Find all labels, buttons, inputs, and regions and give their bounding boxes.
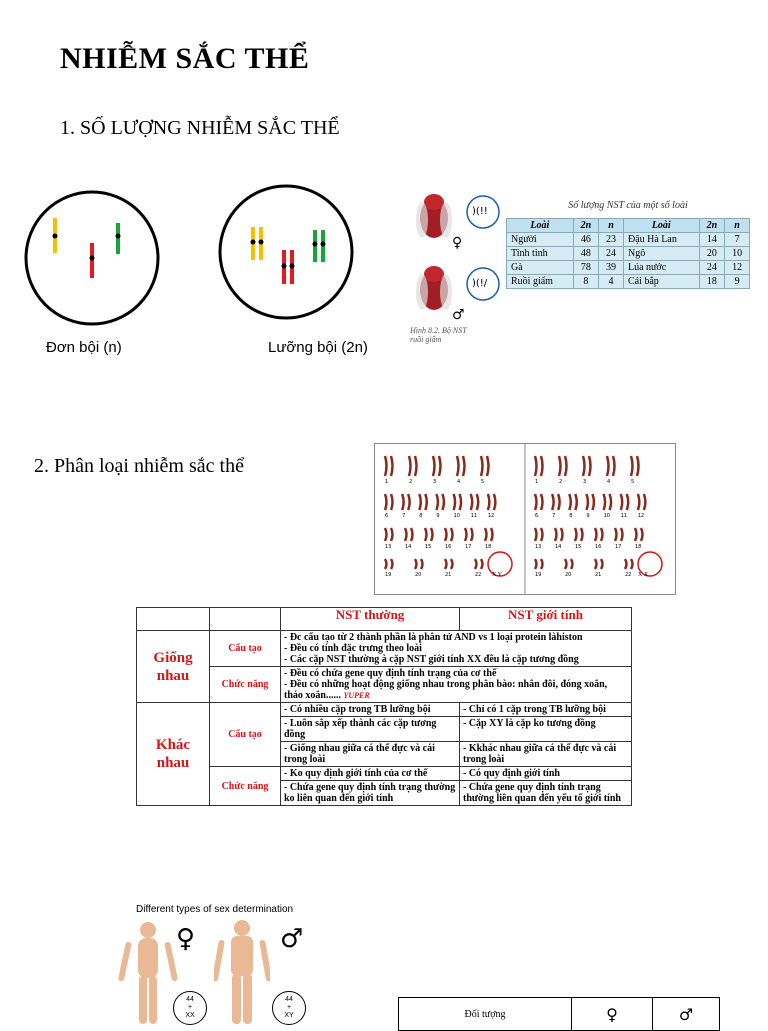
table-row [507,275,750,289]
chromosome-number: 15 [425,544,432,550]
chromosome-number: 13 [385,544,392,550]
table-cell: 8 [573,275,599,289]
karyotype-female-sex: X X [638,572,649,578]
chromosome-pair [569,494,577,519]
chromosome-pair [595,528,603,550]
badge-autosomes: 44 [186,996,194,1003]
chromosome-pair [559,456,567,485]
table-cell: Gà [507,261,574,275]
section2-heading: 2. Phân loại nhiễm sắc thể [34,455,244,477]
diff-normal-cell: - Có nhiều cặp trong TB lưỡng bội [281,703,460,717]
chromosome-number: 17 [465,544,472,550]
chromosome-number: 12 [637,513,645,519]
species-table [506,218,750,289]
chromosome-pair [385,559,393,578]
female-symbol: ♀ [452,235,463,251]
chromosome-pair [638,494,646,519]
chromosome-pair [475,559,483,578]
chromosome-number: 9 [436,513,440,519]
diploid-label: Lưỡng bội (2n) [268,339,368,356]
chromosome-number: 22 [625,572,632,578]
fruit-fly-figure [408,190,508,355]
yuper-note: YUPER [343,691,370,700]
chromosome-pair [445,528,453,550]
chromosome-number: 15 [575,544,582,550]
male-symbol: ♂ [280,924,304,954]
chromosome-pair [457,456,465,485]
chromosome-number: 8 [419,513,423,519]
chromosome-number: 4 [457,479,461,485]
svg-text:)(!!: )(!! [472,206,488,217]
fly-caption: Hình 8.2. Bộ NST ruồi giấm [410,326,467,344]
chromosome-pair [552,494,560,519]
chromosome-pair [595,559,603,578]
table-cell: Người [507,233,574,247]
chromosome-number: 5 [631,479,635,485]
table-cell: Tinh tinh [507,247,574,261]
chromosome-pair [454,494,462,519]
chromosome-number: 7 [402,513,406,519]
chromosome-pair [402,494,410,519]
species-table-title: Số lượng NST của một số loài [568,200,688,211]
chromosome-number: 12 [487,513,495,519]
diff-normal-cell: - Ko quy định giới tính của cơ thể [281,767,460,781]
diff-sex-cell: - Cặp XY là cặp ko tương đồng [460,717,632,742]
function-label: Chức năng [210,767,281,806]
col-normal-header: NST thường [281,608,460,631]
chromosome-pair [436,494,444,519]
chromosome-pair [586,494,594,519]
chromosome-pair [535,456,543,485]
table-row [507,247,750,261]
diff-sex-cell: - Chỉ có 1 cặp trong TB lưỡng bội [460,703,632,717]
chromosome-number: 22 [475,572,482,578]
chromosome-pair [385,456,393,485]
chromosome-pair [607,456,615,485]
sex-object-table [398,997,720,1031]
table-cell: 39 [599,261,624,275]
chromosome-pair [465,528,473,550]
chromosome-pair [635,528,643,550]
chromosome-pair [425,528,433,550]
chromosome-pair [535,559,543,578]
karyotype-figure [374,443,676,595]
table-cell: 12 [725,261,750,275]
chromosome-number: 18 [485,544,492,550]
haploid-label: Đơn bội (n) [46,339,122,356]
page-title: NHIỄM SẮC THỂ [60,42,310,75]
chromosome-pair [385,494,393,519]
table-cell: 18 [699,275,725,289]
male-symbol: ♂ [452,307,465,323]
chromosome-number: 8 [569,513,573,519]
male-header: ♂ [653,998,720,1031]
chromosome-pair [535,528,543,550]
chromosome-number: 21 [445,572,452,578]
sexdet-title: Different types of sex determination [136,904,294,915]
table-cell: 14 [699,233,725,247]
diploid-header: 2n [573,219,599,233]
same-structure-text: - Đc cấu tạo từ 2 thành phần là phân tử AND vs 1 loại protein làhiston - Đều có tính đặc trưng theo loài - Các cặp NST thường à cặp NST giới tính XX đều là cặp tương đồng [281,631,632,667]
structure-label: Cấu tạo [210,631,281,667]
chromosome-pair [488,494,496,519]
table-cell: 9 [725,275,750,289]
chromosome-pair [409,456,417,485]
table-cell: 48 [573,247,599,261]
badge-autosomes: 44 [285,996,293,1003]
chromosome-number: 11 [470,513,478,519]
svg-text:)(!/: )(!/ [472,278,488,289]
section1-heading: 1. SỐ LƯỢNG NHIỄM SẮC THỂ [60,117,340,139]
chromosome-number: 1 [385,479,389,485]
diff-normal-cell: - Luôn sắp xếp thành các cặp tương đồng [281,717,460,742]
chromosome-number: 13 [535,544,542,550]
chromosome-number: 2 [409,479,413,485]
chromosome-number: 3 [583,479,587,485]
chromosome-number: 5 [481,479,485,485]
chromosome-number: 10 [453,513,460,519]
chromosome-pair [565,559,573,578]
table-cell: Cải bắp [623,275,699,289]
badge-plus: + [187,1004,193,1011]
haploid-header: n [725,219,750,233]
table-cell: 23 [599,233,624,247]
chromosome-pair [385,528,393,550]
species-header: Loài [507,219,574,233]
diff-sex-cell: - Có quy định giới tính [460,767,632,781]
chromosome-pair [621,494,629,519]
chromosome-pair [419,494,427,519]
table-cell: 78 [573,261,599,275]
same-function-text: - Đều có chứa gene quy định tính trạng của cơ thể - Đều có những hoạt động giống nhau trong phân bào: nhân đôi, đóng xoắn, tháo xoắn...... [284,668,608,701]
karyotype-chromosomes [375,444,675,594]
diff-sex-cell: - Kkhác nhau giữa cá thể đực và cái trong loài [460,742,632,767]
table-cell: Đậu Hà Lan [623,233,699,247]
chromosome-pair [471,494,479,519]
chromosome-number: 11 [620,513,628,519]
table-cell: 4 [599,275,624,289]
table-row [507,233,750,247]
chromosome-pair [555,528,563,550]
chromosome-number: 17 [615,544,622,550]
diff-label: Khác nhau [137,703,210,806]
table-cell: Ngô [623,247,699,261]
chromosome-pair [631,456,639,485]
chromosome-pair [433,456,441,485]
table-cell: 46 [573,233,599,247]
same-label: Giống nhau [137,631,210,703]
table-cell: Lúa nước [623,261,699,275]
chromosome-number: 20 [415,572,422,578]
chromosome-number: 7 [552,513,556,519]
chromosome-number: 16 [445,544,452,550]
male-figure-icon [214,916,270,1024]
chromosome-number: 18 [635,544,642,550]
chromosome-number: 6 [535,513,539,519]
badge-sex: XY [284,1012,294,1019]
chromosome-number: 16 [595,544,602,550]
chromosome-number: 6 [385,513,389,519]
function-label: Chức năng [210,667,281,703]
comparison-table [136,607,632,806]
diff-normal-cell: - Giống nhau giữa cá thể đực và cái trong loài [281,742,460,767]
diff-normal-cell: - Chứa gene quy định tính trạng thường ko liên quan đến giới tính [281,781,460,806]
chromosome-pair [481,456,489,485]
chromosome-number: 21 [595,572,602,578]
chromosome-number: 14 [405,544,412,550]
table-row [507,261,750,275]
chromosome-number: 14 [555,544,562,550]
diff-sex-cell: - Chứa gene quy định tính trạng thường liên quan đến yếu tố giới tính [460,781,632,806]
table-cell: 20 [699,247,725,261]
male-chromosome-badge [272,991,306,1025]
chromosome-pair [625,559,633,578]
chromosome-pair [445,559,453,578]
chromosome-pair [485,528,493,550]
chromosome-pair [575,528,583,550]
chromosome-pair [535,494,543,519]
diploid-header: 2n [699,219,725,233]
chromosome-number: 19 [385,572,392,578]
chromosome-number: 3 [433,479,437,485]
chromosome-pair [615,528,623,550]
female-symbol: ♀ [176,924,196,954]
female-chromosome-badge [173,991,207,1025]
table-cell: 24 [599,247,624,261]
object-header: Đối tượng [399,998,572,1031]
chromosome-number: 4 [607,479,611,485]
chromosome-pair [583,456,591,485]
chromosome-number: 2 [559,479,563,485]
haploid-header: n [599,219,624,233]
haploid-cell-diagram [22,188,162,328]
karyotype-male-sex: X Y [492,572,502,578]
chromosome-number: 19 [535,572,542,578]
chromosome-number: 10 [603,513,610,519]
chromosome-pair [604,494,612,519]
table-cell: 24 [699,261,725,275]
structure-label: Cấu tạo [210,703,281,767]
chromosome-number: 9 [586,513,590,519]
chromosome-number: 1 [535,479,539,485]
table-cell: 7 [725,233,750,247]
badge-sex: XX [185,1012,195,1019]
species-header: Loài [623,219,699,233]
badge-plus: + [286,1004,292,1011]
chromosome-pair [405,528,413,550]
female-header: ♀ [572,998,653,1031]
diploid-cell-diagram [216,182,356,322]
col-sex-header: NST giới tính [460,608,632,631]
chromosome-pair [415,559,423,578]
table-cell: Ruồi giấm [507,275,574,289]
female-figure-icon [118,918,178,1024]
table-cell: 10 [725,247,750,261]
chromosome-number: 20 [565,572,572,578]
